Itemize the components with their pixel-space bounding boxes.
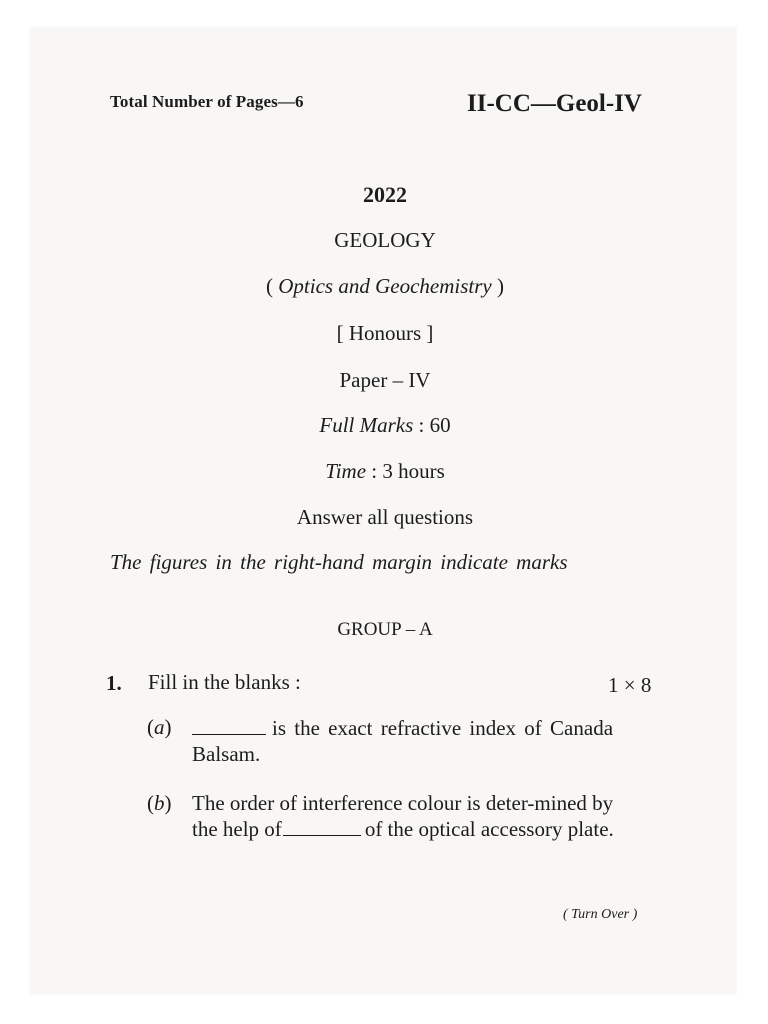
paper-code: II-CC—Geol-IV (467, 90, 642, 117)
exam-year: 2022 (363, 182, 407, 207)
full-marks-label: Full Marks (319, 413, 414, 437)
answer-blank (283, 819, 361, 836)
group-heading: GROUP – A (337, 619, 433, 640)
full-marks (130, 413, 640, 438)
time-label: Time (325, 459, 367, 483)
question-marks: 1 × 8 (608, 673, 652, 697)
subject-subtitle: ( Optics and Geochemistry ) (266, 274, 504, 298)
figures-note: The figures in the right-hand margin indicate marks (110, 550, 568, 574)
subtitle-text: Optics and Geochemistry (278, 274, 492, 298)
honours-label: [ Honours ] (336, 321, 434, 345)
question-number: 1. (106, 671, 122, 695)
total-pages: Total Number of Pages—6 (110, 92, 304, 111)
question-text: Fill in the blanks : (148, 670, 301, 694)
time-value: : 3 hours (366, 459, 445, 483)
answer-blank (192, 718, 266, 735)
instruction: Answer all questions (296, 505, 474, 529)
subquestion-b-text: The order of interference colour is deter-mined by the help of of the optical accessory plate. (192, 791, 614, 841)
turn-over-note: ( Turn Over ) (563, 907, 638, 922)
paper-number: Paper – IV (339, 368, 431, 392)
subquestion-a-text: is the exact refractive index of Canada Balsam. (192, 716, 614, 766)
subquestion-a-label: (a) (147, 715, 172, 739)
subject-title: GEOLOGY (334, 228, 436, 252)
exam-time (130, 459, 640, 484)
full-marks-value: : 60 (413, 413, 451, 437)
subquestion-b-label: (b) (147, 791, 172, 815)
